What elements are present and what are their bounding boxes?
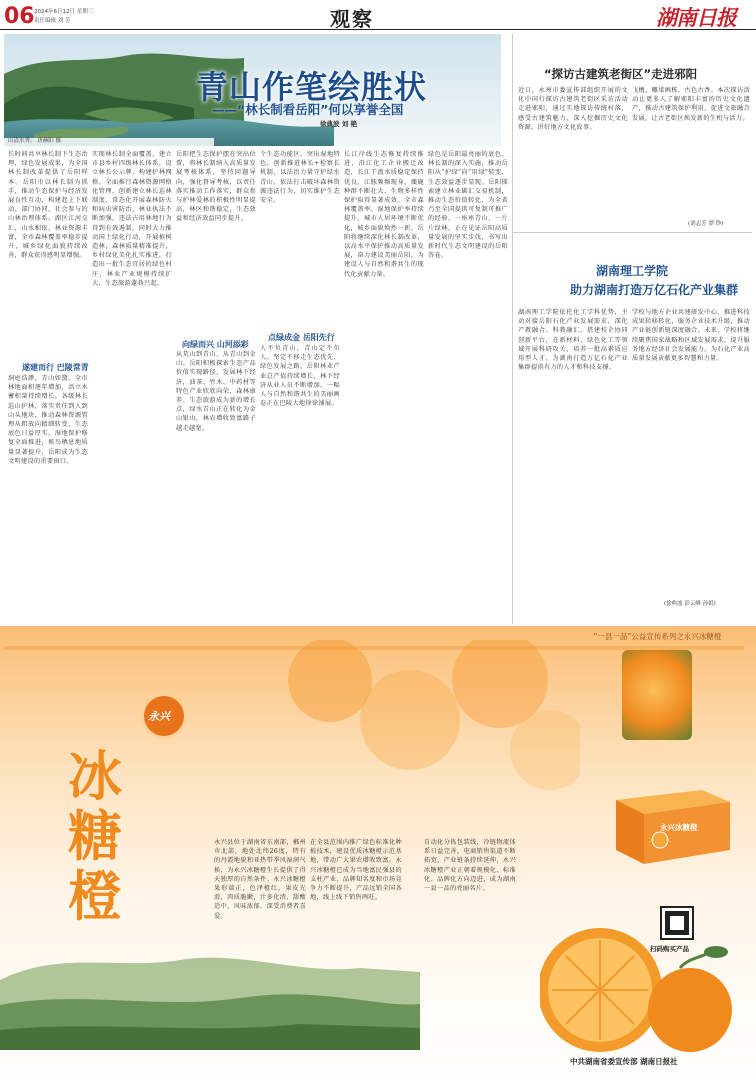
side-title-1: “探访古建筑老街区”走进邪阳 xyxy=(544,67,698,81)
box-text: 永兴冰糖橙 xyxy=(660,823,698,832)
orange-photo xyxy=(622,650,692,740)
lead-column-4b: 人不负青山，青山定不负人。坚定不移走生态优先、绿色发展之路，岳阳林业产业总产值持续增长，林下经济从业人员不断增加，一幅人与自然和谐共生的美丽画卷正在巴陵大地徐徐铺展。 xyxy=(260,345,340,408)
orange-fruit-illustration xyxy=(540,880,750,1060)
lead-column-5: 长江岸线生态修复持续推进，沿江化工企业搬迁改造，长江干流水质稳定保持优良，江豚频频现身，麋鹿种群不断壮大，生物多样性保护取得显著成效。全市森林覆盖率、湿地保护率持续提升，城市人居环境不断优化，城乡面貌焕然一新。岳阳将继续深化林长制改革，以高水平保护推动高质量发展，奋力建设美丽岳阳，为建设人与自然和谐共生的现代化贡献力量。 xyxy=(344,151,424,278)
side1-column-1: 近日，永州市委宣传部组织开展的文化中国行探访古建筑老街区采访活动走进邪阳，通过实地探访传统村落，感受古建筑魅力，深入挖掘历史文化资源，讲好地方文化故事。 xyxy=(518,87,628,131)
paper-logo: 湖南日报 xyxy=(656,5,736,30)
editor-line: 责任编辑 刘 芳 xyxy=(34,18,71,24)
side1-byline: (刘志芳 谭 铮) xyxy=(688,221,724,227)
lead-title: 青山作笔绘胜状 xyxy=(196,68,428,106)
side-title-2a: 湖南理工学院 xyxy=(596,264,669,278)
vertical-title xyxy=(60,746,130,926)
lead-column-1b: 洞庭浩渺，青山如黛。全市林地面积逐年增加，活立木蓄积量持续增长。各级林长巡山护林，落实责任到人到山头地块，推动森林资源管理从粗放向精细转变，生态底色日益厚实。湿地保护修复全面推进，候鸟栖息地质量显著提升，岳阳成为生态文明建设的重要窗口。 xyxy=(8,375,88,465)
side1-column-2: 飞檐，雕梁画栋，古色古香。本次探访活动让更多人了解邪阳丰富的历史文化遗产，推动古建筑保护利用，促进文旅融合发展，让古老街区焕发新的生机与活力。 xyxy=(632,87,750,122)
orange-illustration xyxy=(250,640,580,850)
photo-caption: 山清水秀。 唐赫阳 摄 xyxy=(8,138,61,144)
side2-byline: (徐典波 彭云峰 孙娟) xyxy=(664,601,716,607)
advert-banner: “一县一品”公益宣传系列之永兴冰糖橙 xyxy=(593,632,722,641)
lead-column-2: 实现林长制全面覆盖，建立市县乡村四级林长体系，设立林长公示牌，构建护林网格。全面推行森林资源网格化管理，创新建立林长巡林制度，常态化开展森林防火和病虫害防治，林业执法不断加强，违法占用林地行为得到有效遏制。同时大力推动国土绿化行动，开展植树造林，森林质量精准提升，乡村绿化美化扎实推进，打造出一批生态宜居的绿色村庄，林业产业规模持续扩大，生态旅游蓬勃兴起。 xyxy=(92,151,172,287)
lead-column-4: 个生态功能区。突出湿地特色，创新推进林长+检察长机制，以法治力量守护绿水青山，依法打击破坏森林资源违法行为，切实维护生态安全。 xyxy=(260,151,340,205)
advert-column-2: 在全县范围内推广绿色标准化种植技术，建设优质冰糖橙示范基地，带动广大果农增收致富。永兴冰糖橙已成为当地富民强县的支柱产业，品牌知名度和市场竞争力不断提升，产品远销全国各地，线上线下销售两旺。 xyxy=(310,839,402,902)
issue-date: 2024年6月12日 星期三 xyxy=(34,9,94,15)
sub-head-2: 向绿而兴 山河添彩 xyxy=(182,340,249,349)
column-divider xyxy=(512,34,513,624)
section-title: 观察 xyxy=(330,7,374,31)
title-char-3: 橙 xyxy=(68,864,122,928)
logo-text: 永兴 xyxy=(148,710,170,723)
title-char-1: 冰 xyxy=(68,744,122,808)
lead-column-3: 岳阳把生态保护摆在突出位置，将林长制纳入高质量发展考核体系，坚持问题导向，强化督导考核，以责任落实推动工作落实，群众参与护林爱林的积极性明显提高，林区和谐稳定，生态效益和经济效益同步提升。 xyxy=(176,151,256,223)
qr-caption: 扫码购买产品 xyxy=(650,945,689,953)
page-number: 06 xyxy=(4,4,35,29)
lead-column-1: 长时间共享林长制下生态治理，绿色发展成果，为全国林长制改革提供了岳阳样本。岳阳市以林长制为抓手，推动生态保护与经济发展良性互动，构建起上下联动、部门协同、社会参与的山林治理体系。湖区江河交汇，山水相依，林业资源丰富，全市森林覆盖率稳步提升，城乡绿化面貌持续改善，群众获得感明显增强。 xyxy=(8,151,88,260)
side2-column-1: 湖南理工学院依托化工学科优势，主动对接岳阳石化产业发展需求，深化产教融合、科教融汇，搭建校企协同创新平台，在新材料、绿色化工等领域开展科研攻关，培养一批高素质应用型人才，为湖南打造万亿石化产业集群提供有力的人才和科技支撑。 xyxy=(518,309,628,372)
advert-column-3: 自动化分拣包装线，冷链物流体系日益完善，电商销售渠道不断拓宽，产业链条持续延伸，永兴冰糖橙产业正朝着规模化、标准化、品牌化方向迈进，成为湖南一县一品的亮丽名片。 xyxy=(424,839,516,893)
advert-footer: 中共湖南省委宣传部 湖南日报社 xyxy=(570,1057,678,1066)
advert-column-1: 永兴县位于湖南省东南部，郴州市北部，地处北纬26度，特有的丹霞地貌和亚热带季风湿润气候，为永兴冰糖橙生长提供了得天独厚的自然条件。永兴冰糖橙果形端正，色泽橙红，果皮光滑，肉质脆嫩，汁多化渣，甜酸适中，风味浓郁，深受消费者喜爱。 xyxy=(214,839,306,920)
title-char-2: 糖 xyxy=(68,804,122,868)
section-divider xyxy=(512,232,752,233)
side-title-2b: 助力湖南打造万亿石化产业集群 xyxy=(570,283,739,297)
lead-column-6: 绿色是岳阳最亮丽的底色。林长制的深入实施，推动岳阳从“护绿”向“用绿”转变，生态效益逐步显现。岳阳探索建立林业碳汇交易机制，推动生态价值转化，为全省乃至全国提供可复制可推广的经验，一座座青山、一片片绿林，正在见证岳阳高质量发展的坚实步伐，书写出新时代生态文明建设的岳阳答卷。 xyxy=(428,151,508,260)
lead-column-3b: 从荒山到青山，从青山到金山。岳阳积极探索生态产品价值实现路径，发展林下经济，油茶、竹木、中药材等特色产业欣欣向荣，森林康养、生态旅游成为新的增长点，绿水青山正在转化为金山银山，林农增收致富路子越走越宽。 xyxy=(176,351,256,432)
sub-head-3: 点绿成金 岳阳先行 xyxy=(268,333,335,342)
lead-byline: 徐典波 刘 艳 xyxy=(320,120,358,128)
side2-column-2: 学校与地方企业共建研发中心，推进科技成果转移转化，服务企业技术升级，推动产业链创新链深度融合。未来，学校将继续聚焦国家战略和区域发展需求，提升服务地方经济社会发展能力，为石化产业高质量发展贡献更多智慧和力量。 xyxy=(632,309,750,363)
lead-subtitle: ——“林长制看岳阳”何以享誉全国 xyxy=(212,102,404,117)
sub-head-1: 遂建而行 巴陵常青 xyxy=(22,363,89,372)
masthead xyxy=(0,0,756,30)
